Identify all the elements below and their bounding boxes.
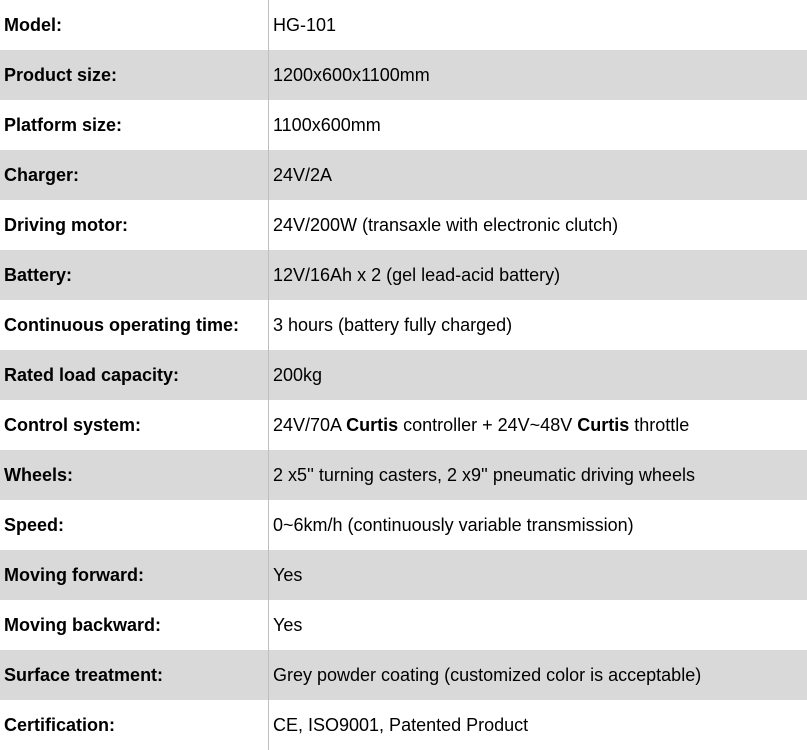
spec-row-moving-forward [0,550,807,600]
spec-row-platform-size [0,100,807,150]
spec-value-part: 24V/70A [273,415,346,435]
spec-label: Rated load capacity: [0,350,269,400]
spec-label: Moving forward: [0,550,269,600]
spec-value-part: controller + 24V~48V [398,415,577,435]
spec-label: Charger: [0,150,269,200]
spec-value: HG-101 [269,0,807,50]
spec-label: Battery: [0,250,269,300]
spec-value: 12V/16Ah x 2 (gel lead-acid battery) [269,250,807,300]
spec-label: Product size: [0,50,269,100]
spec-value: 3 hours (battery fully charged) [269,300,807,350]
spec-row-speed [0,500,807,550]
spec-row-load-capacity [0,350,807,400]
spec-row-certification [0,700,807,750]
spec-row-wheels [0,450,807,500]
spec-label: Model: [0,0,269,50]
spec-label: Continuous operating time: [0,300,269,350]
spec-row-charger [0,150,807,200]
spec-value: 1200x600x1100mm [269,50,807,100]
spec-label: Wheels: [0,450,269,500]
spec-value: Yes [269,600,807,650]
spec-row-operating-time [0,300,807,350]
spec-value: 1100x600mm [269,100,807,150]
brand-name: Curtis [577,415,629,435]
spec-value: CE, ISO9001, Patented Product [269,700,807,750]
spec-value-part: throttle [629,415,689,435]
spec-label: Driving motor: [0,200,269,250]
spec-row-surface-treatment [0,650,807,700]
spec-value: 0~6km/h (continuously variable transmission) [269,500,807,550]
spec-row-control-system [0,400,807,450]
spec-label: Control system: [0,400,269,450]
spec-row-moving-backward [0,600,807,650]
spec-label: Moving backward: [0,600,269,650]
spec-value: Yes [269,550,807,600]
spec-label: Certification: [0,700,269,750]
spec-label: Speed: [0,500,269,550]
spec-value: 24V/2A [269,150,807,200]
spec-value: 200kg [269,350,807,400]
spec-label: Surface treatment: [0,650,269,700]
spec-row-driving-motor [0,200,807,250]
spec-value [269,400,807,450]
spec-value: 2 x5'' turning casters, 2 x9'' pneumatic driving wheels [269,450,807,500]
spec-row-battery [0,250,807,300]
spec-value: 24V/200W (transaxle with electronic clutch) [269,200,807,250]
spec-label: Platform size: [0,100,269,150]
spec-row-model [0,0,807,50]
spec-row-product-size [0,50,807,100]
spec-value: Grey powder coating (customized color is acceptable) [269,650,807,700]
brand-name: Curtis [346,415,398,435]
